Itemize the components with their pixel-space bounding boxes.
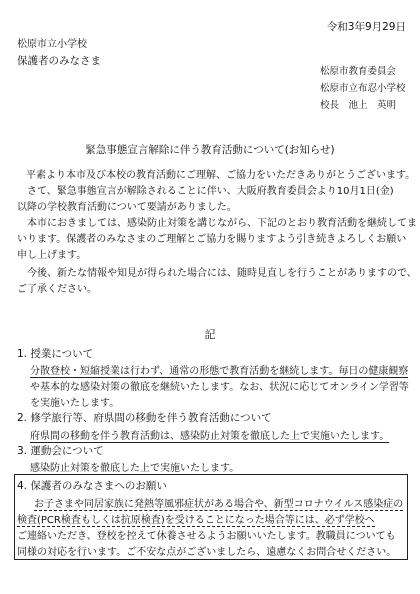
item-heading: 2. 修学旅行等、府県間の移動を伴う教育活動について — [17, 412, 272, 424]
item-line: を実施いたします。 — [30, 398, 120, 409]
item-line — [17, 511, 375, 526]
item-heading: 1. 授業について — [17, 348, 94, 360]
body-line: 今後、新たな情報や知見が得られた場合には、随時見直しを行うことがありますので、 — [27, 268, 417, 279]
body-line: 本市におきましては、感染防止対策を講じながら、下記のとおり教育活動を継続してま — [27, 218, 417, 229]
notice-title: 緊急事態宣言解除に伴う教育活動について(お知らせ) — [85, 144, 335, 156]
body-line: 以降の学校教育活動について要請がありました。 — [17, 202, 237, 213]
recipient-school: 松原市立小学校 — [17, 39, 87, 50]
item-line — [30, 427, 389, 442]
body-line: 申し上げます。 — [17, 250, 87, 261]
item-line — [30, 459, 239, 474]
item-line — [30, 362, 408, 377]
item-line: や基本的な感染対策の徹底を継続いたします。なお、状況に応じてオンライン学習等 — [30, 382, 409, 393]
item-line — [34, 495, 403, 510]
sender-board: 松原市教育委員会 — [320, 66, 397, 77]
ki-marker: 記 — [204, 328, 216, 341]
item-line: ご連絡いただき、登校を控えて休養させるようお願いいたします。教職員についても — [17, 531, 396, 542]
recipient-guardians: 保護者のみなさま — [17, 55, 101, 67]
body-line: ご了承ください。 — [17, 284, 97, 295]
issue-date: 令和3年9月29日 — [326, 21, 406, 33]
item-line-text: お子さまや同居家族に発熱等風邪症状がある場合や、新型コロナウイルス感染症の — [34, 499, 404, 510]
item-line-text: 府県間の移動を伴う教育活動は、感染防止対策を徹底した上で実施いたします。 — [30, 431, 390, 442]
item-line-text: 検査(PCR検査もしくは抗原検査)を受けることになった場合等には、必ず学校へ — [17, 515, 375, 526]
body-line: いります。保護者のみなさまのご理解とご協力を賜りますよう引き続きよろしくお願い — [17, 234, 407, 245]
item-line-text: 感染防止対策を徹底した上で実施いたします。 — [30, 463, 240, 474]
item-heading: 4. 保護者のみなさまへのお願い — [17, 480, 167, 492]
item-line-text: 分散登校・短縮授業は行わず、通常の形態で教育活動を継続します。毎日の健康観察 — [30, 366, 409, 377]
body-line: 平素より本市及び本校の教育活動にご理解、ご協力をいただきありがとうございます。 — [26, 170, 416, 181]
sender-principal: 校長 池上 英明 — [320, 100, 397, 111]
body-line: さて、緊急事態宣言が解除されることに伴い、大阪府教育委員会より10月1日(金) — [27, 186, 394, 197]
sender-school: 松原市立布忍小学校 — [320, 83, 406, 94]
item-line: 同様の対応を行います。ご不安な点がございましたら、遠慮なくお問合せください。 — [17, 547, 397, 558]
item-heading: 3. 運動会について — [17, 445, 104, 457]
